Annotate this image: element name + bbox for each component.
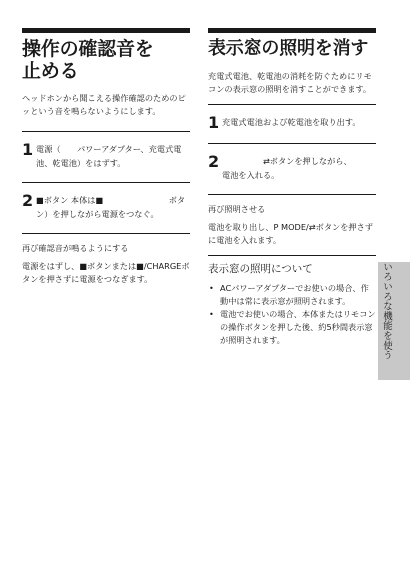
bullet-item xyxy=(208,282,376,308)
section-sidebar-label: いろいろな機能を使う xyxy=(381,262,392,360)
right-step2-text-line1: ⇄ボタンを押しながら、 xyxy=(222,156,352,166)
left-step1-number: 1 xyxy=(22,140,34,159)
bullet-text: 電池でお使いの場合、本体またはリモコンの操作ボタンを押した後、約5秒間表示窓が照明されます。 xyxy=(220,309,376,345)
bullet-text: ACパワーアダプターでお使いの場合、作動中は常に表示窓が照明されます。 xyxy=(220,283,369,306)
left-title-line2: 止める xyxy=(22,60,79,82)
right-relight-heading: 再び照明させる xyxy=(208,204,266,214)
bullet-icon: • xyxy=(209,283,214,293)
right-bullet-list xyxy=(208,282,376,347)
right-step2-number: 2 xyxy=(208,152,220,171)
left-step-2 xyxy=(22,183,190,233)
left-column xyxy=(22,28,190,286)
right-column xyxy=(208,28,376,347)
bullet-item xyxy=(208,308,376,347)
left-restore-heading: 再び確認音が鳴るようにする xyxy=(22,243,129,253)
left-section-title xyxy=(22,38,190,82)
right-about-heading: 表示窓の照明について xyxy=(208,263,313,275)
right-section-title: 表示窓の照明を消す xyxy=(208,38,369,59)
right-step2-text-line2: 電池を入れる。 xyxy=(222,170,280,180)
right-step-2 xyxy=(208,144,376,194)
right-step1-text: 充電式電池および乾電池を取り出す。 xyxy=(222,117,361,127)
bullet-icon: • xyxy=(209,309,214,319)
left-step-1 xyxy=(22,132,190,182)
right-intro: 充電式電池、乾電池の消耗を防ぐためにリモコンの表示窓の照明を消すことができます。 xyxy=(208,71,372,94)
right-step1-number: 1 xyxy=(208,113,220,132)
right-relight-text: 電池を取り出し、P MODE/⇄ボタンを押さずに電池を入れます。 xyxy=(208,222,373,245)
left-step2-number: 2 xyxy=(22,191,34,210)
right-top-bar xyxy=(208,28,376,33)
right-step-1 xyxy=(208,105,376,143)
left-restore-text: 電源をはずし、■ボタンまたは■/CHARGEボタンを押さずに電源をつなぎます。 xyxy=(22,261,190,284)
left-step2-text: ■ボタン 本体は■ ボタン）を押しながら電源をつなぐ。 xyxy=(36,195,186,219)
left-title-line1: 操作の確認音を xyxy=(22,38,154,60)
right-step2-text xyxy=(222,154,376,182)
left-top-bar xyxy=(22,28,190,33)
left-intro: ヘッドホンから聞こえる操作確認のためのピッという音を鳴らないようにします。 xyxy=(22,93,186,116)
left-step1-text: 電源（ パワーアダプター、充電式電池、乾電池）をはずす。 xyxy=(36,144,182,168)
